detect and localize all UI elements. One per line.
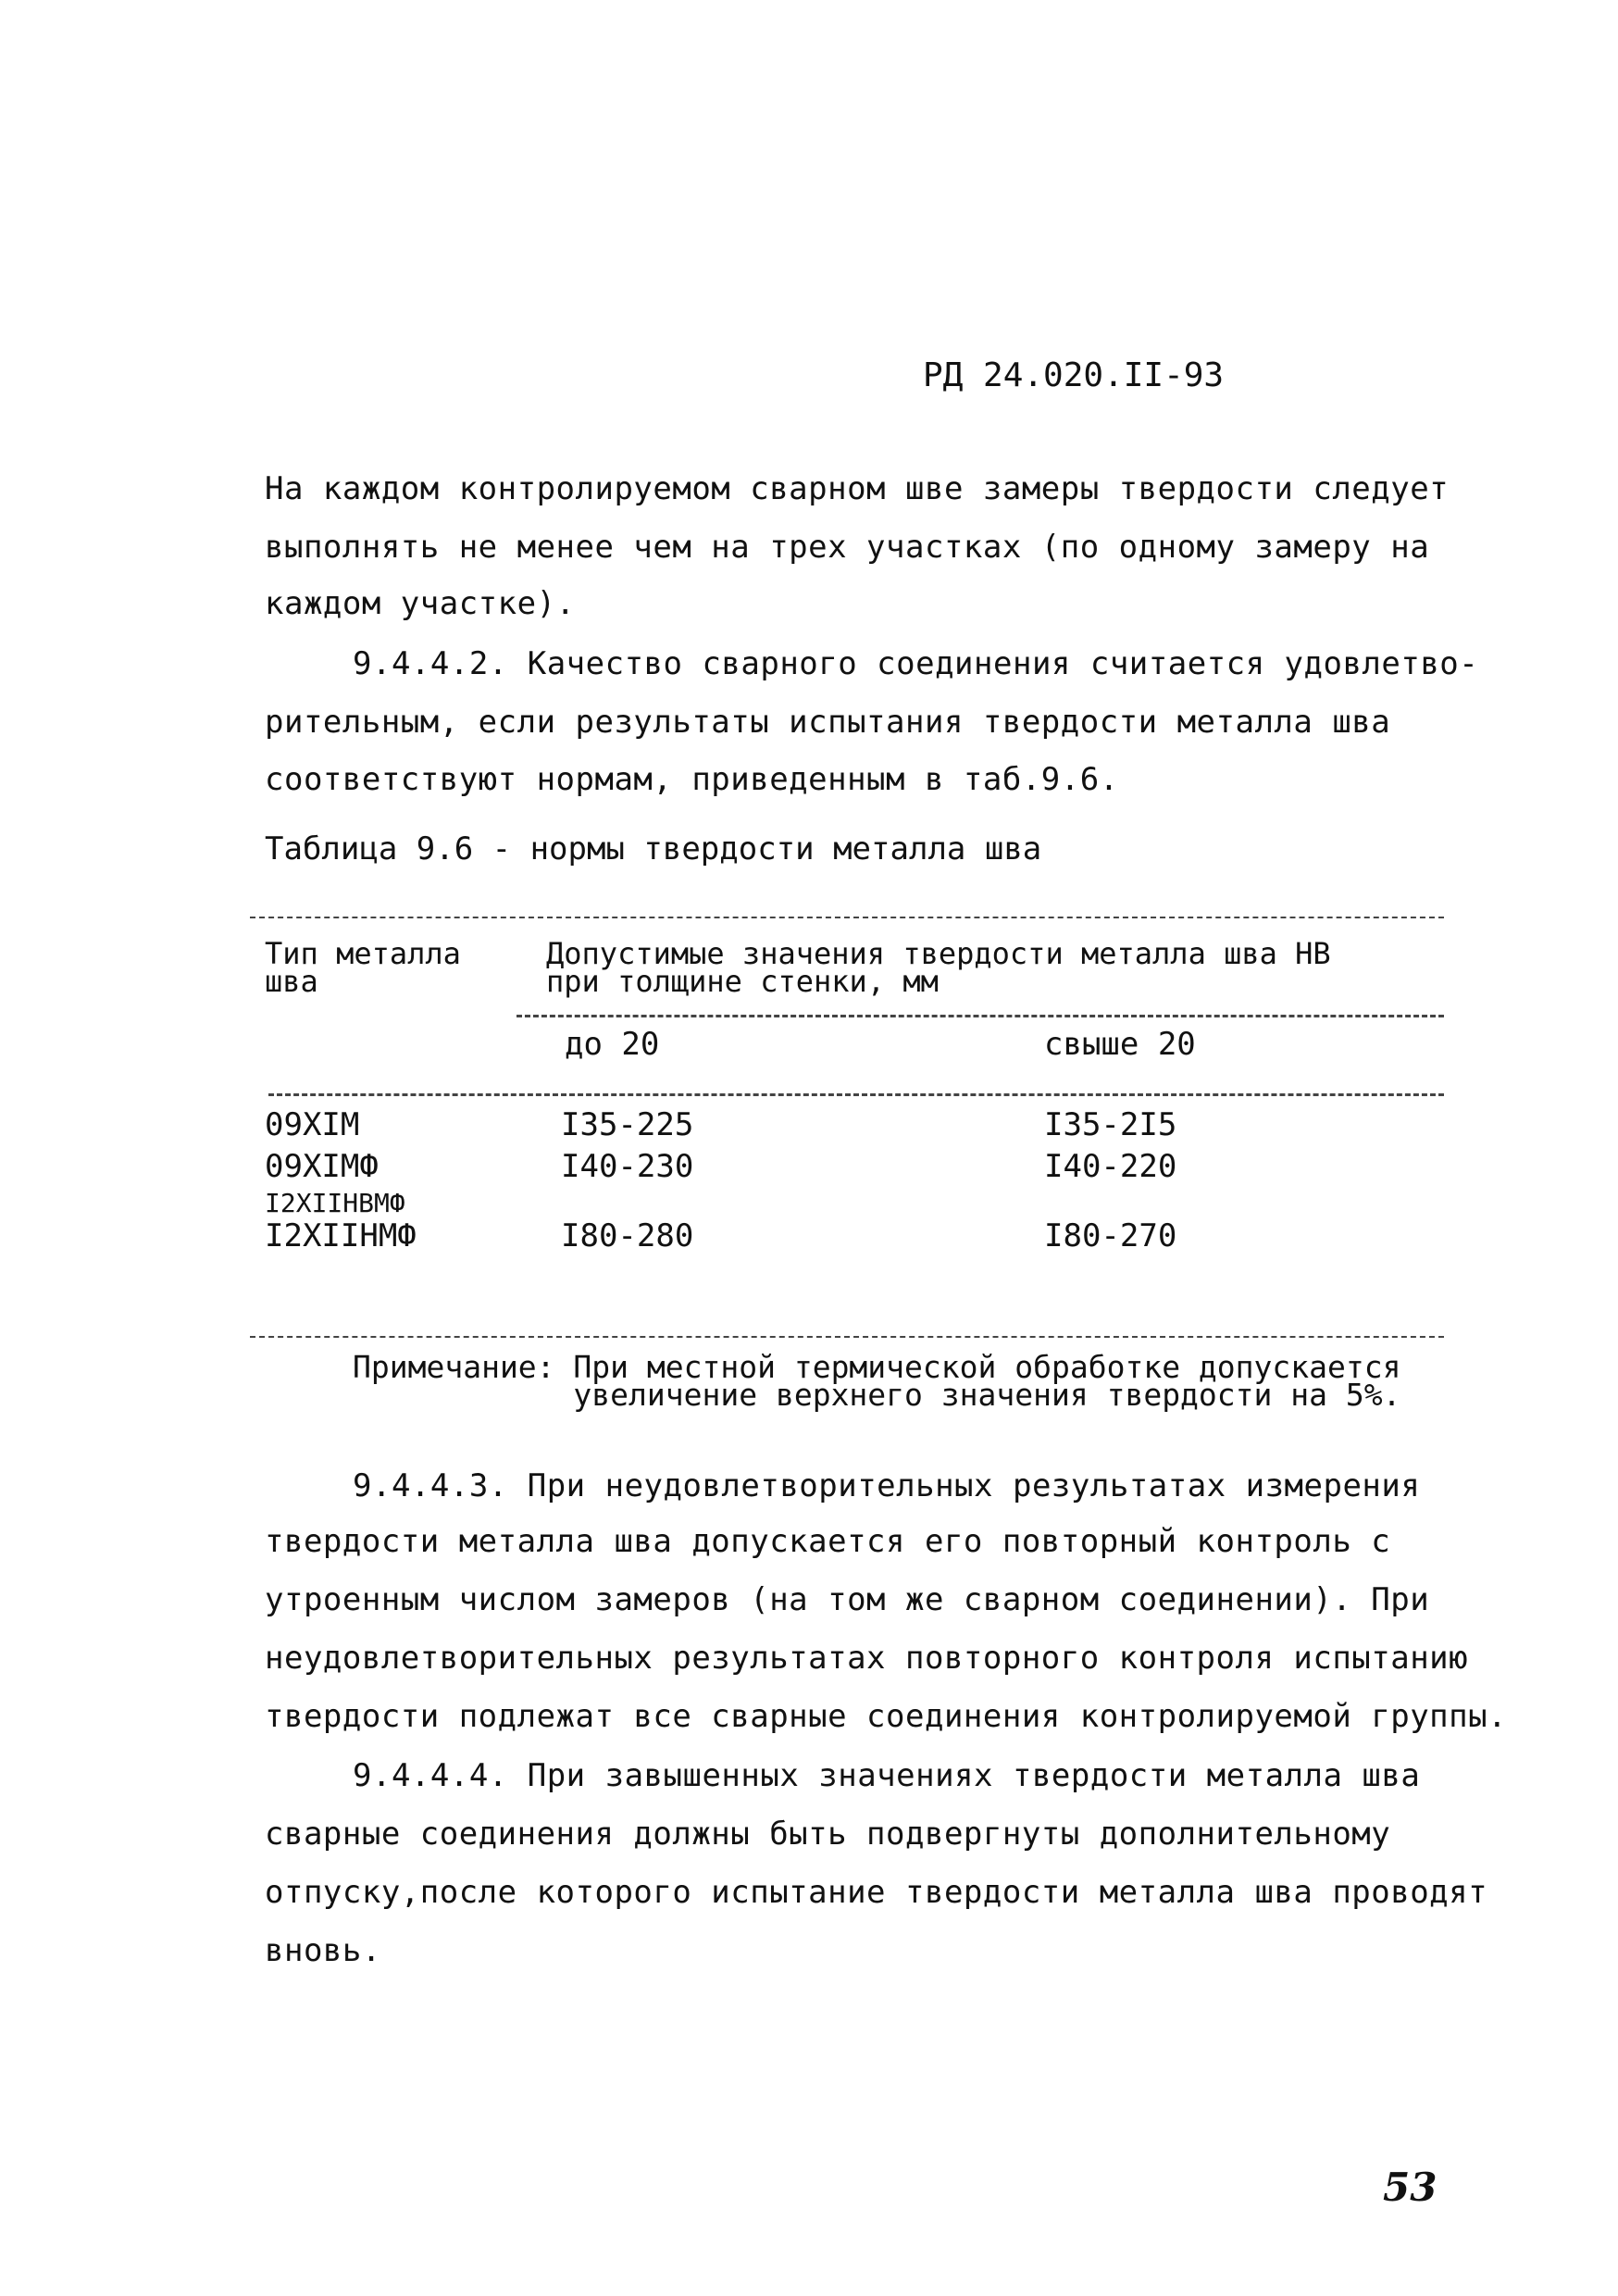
note-text [573,1349,1401,1413]
paragraph-line: 9.4.4.3. При неудовлетворительных результатах измерения [353,1467,1421,1504]
paragraph-line: рительным, если результаты испытания твердости металла шва [265,704,1391,741]
table-cell-over-20: I80-270 [1044,1217,1177,1254]
paragraph-line: твердости подлежат все сварные соединения контролируемой группы. [265,1698,1508,1735]
note-line: При местной термической обработке допускается [573,1349,1401,1385]
table-header-range-line: Допустимые значения твердости металла шва НВ [546,936,1331,971]
document-code: РД 24.020.II-93 [923,356,1225,394]
table-cell-over-20: I35-2I5 [1044,1106,1177,1143]
table-cell-metal: 09ХIМ [265,1106,360,1143]
paragraph-line: твердости металла шва допускается его повторный контроль с [265,1523,1391,1560]
paragraph-line: 9.4.4.2. Качество сварного соединения считается удовлетво- [353,645,1479,682]
paragraph-line: сварные соединения должны быть подвергнуты дополнительному [265,1816,1391,1853]
table-caption: Таблица 9.6 - нормы твердости металла шва [265,830,1042,867]
table-header-rule [268,1093,1444,1096]
paragraph-line: утроенным числом замеров (на том же сварном соединении). При [265,1581,1430,1618]
note-label: Примечание: [353,1349,555,1385]
table-cell-metal: I2ХIIНВМФ [265,1188,405,1218]
note-line: увеличение верхнего значения твердости на 5%. [573,1377,1401,1413]
table-bottom-rule [250,1336,1444,1338]
paragraph-line: каждом участке). [265,585,576,622]
table-cell-up-to-20: I35-225 [561,1106,694,1143]
table-cell-metal: 09ХIМФ [265,1148,379,1185]
paragraph-line: вновь. [265,1932,381,1969]
paragraph-line: соответствуют нормам, приведенным в таб.9.6. [265,761,1119,798]
table-header-range [546,936,1331,999]
table-note [353,1349,1401,1413]
paragraph-line: На каждом контролируемом сварном шве замеры твердости следует [265,470,1450,507]
table-header-metal [265,936,461,999]
table-cell-metal: I2ХIIНМФ [265,1217,417,1254]
table-subheader-rule [517,1015,1444,1017]
table-subheader-up-to-20: до 20 [565,1026,660,1063]
paragraph-line: отпуску,после которого испытание твердости металла шва проводят [265,1874,1488,1911]
table-cell-over-20: I40-220 [1044,1148,1177,1185]
table-cell-up-to-20: I40-230 [561,1148,694,1185]
table-cell-up-to-20: I80-280 [561,1217,694,1254]
table-header-metal-line: Тип металла [265,936,461,971]
paragraph-line: выполнять не менее чем на трех участках (по одному замеру на [265,529,1430,566]
table-subheader-over-20: свыше 20 [1044,1026,1196,1063]
paragraph-line: 9.4.4.4. При завышенных значениях твердости металла шва [353,1757,1421,1794]
table-header-metal-line: шва [265,964,318,999]
page-number: 53 [1383,2165,1438,2210]
table-top-rule [250,917,1444,918]
paragraph-line: неудовлетворительных результатах повторного контроля испытанию [265,1640,1469,1677]
table-header-range-line: при толщине стенки, мм [546,964,939,999]
